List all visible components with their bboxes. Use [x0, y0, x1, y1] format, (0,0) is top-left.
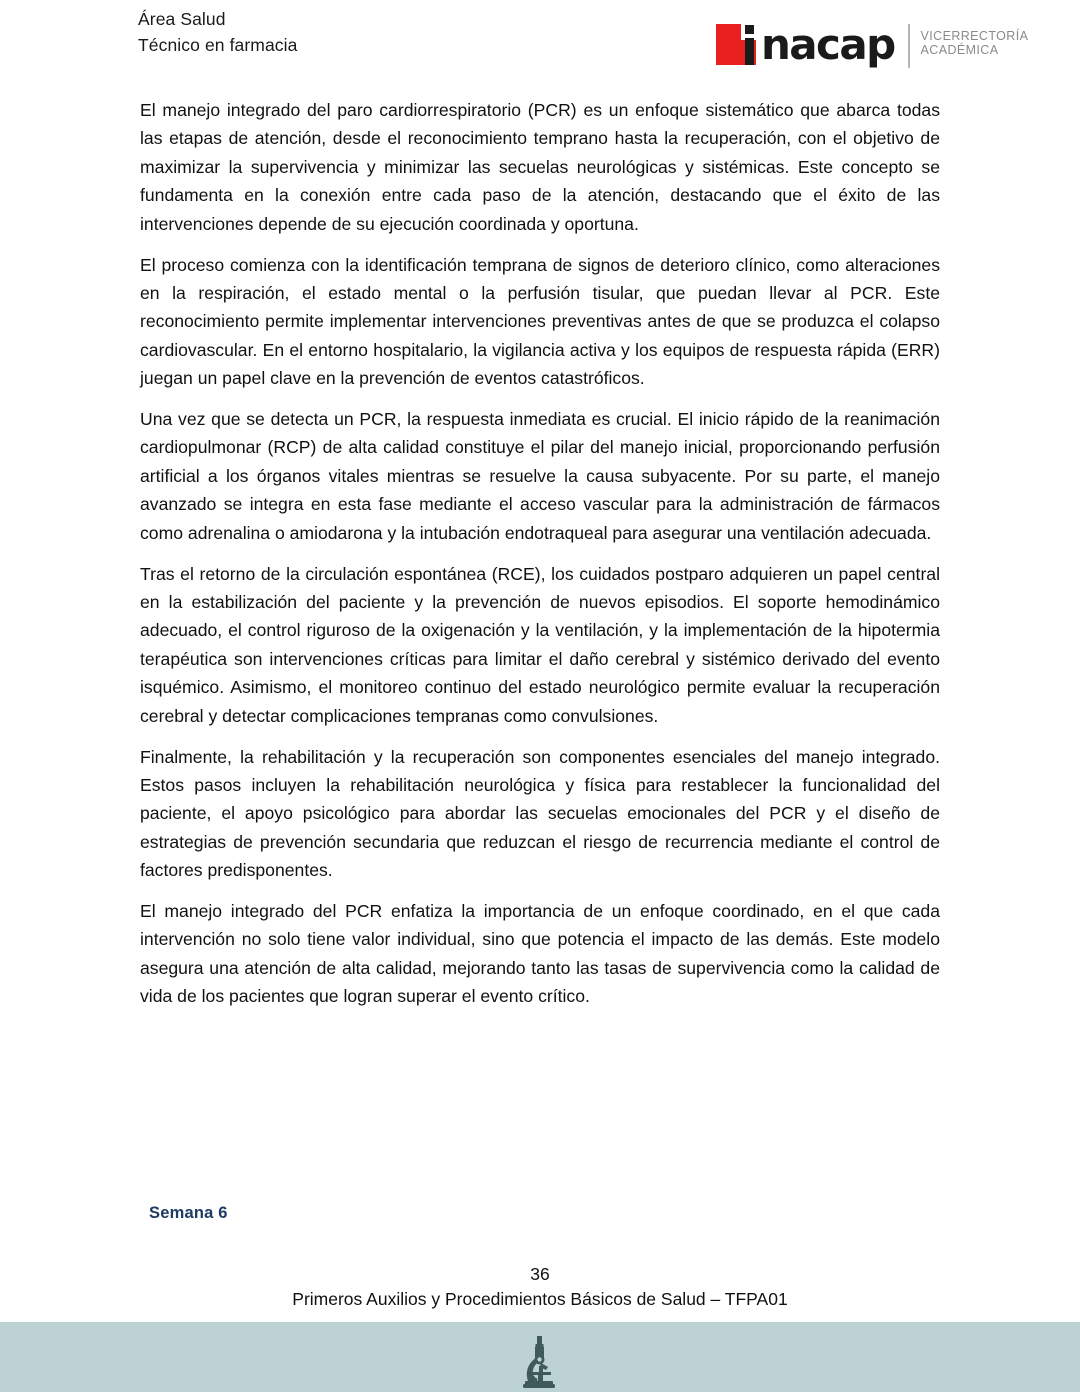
header-program-label: Técnico en farmacia — [138, 35, 298, 56]
logo-subtitle — [921, 29, 1029, 57]
logo-i-dot — [745, 25, 754, 34]
body-paragraph: Finalmente, la rehabilitación y la recuperación son componentes esenciales del manejo integrado. Estos pasos incluyen la rehabilitación neurológica y física para restablecer la funcionalidad del paciente, el apoyo psicológico para abordar las secuelas emocionales del PCR y el diseño de estrategias de prevención secundaria que reduzcan el riesgo de recurrencia mediante el control de factores predisponentes. — [140, 746, 940, 881]
header-area-label: Área Salud — [138, 9, 226, 29]
body-paragraph: El proceso comienza con la identificación temprana de signos de deterioro clínico, como alteraciones en la respiración, el estado mental o la perfusión tisular, que puedan llevar al PCR. Este reconocimiento permite implementar intervenciones preventivas antes de que se produzca el colapso cardiovascular. En el entorno hospitalario, la vigilancia activa y los equipos de respuesta rápida (ERR) juegan un papel clave en la prevención de eventos catastróficos. — [140, 254, 940, 389]
page-header — [0, 0, 1080, 86]
body-paragraph: Una vez que se detecta un PCR, la respuesta inmediata es crucial. El inicio rápido de la reanimación cardiopulmonar (RCP) de alta calidad constituye el pilar del manejo inicial, proporcionando perfusión artificial a los órganos vitales mientras se resuelve la causa subyacente. Por su parte, el manejo avanzado se integra en esta fase mediante el acceso vascular para la administración de fármacos como adrenalina o amiodarona y la intubación endotraqueal para asegurar una ventilación adecuada. — [140, 409, 940, 543]
week-label: Semana 6 — [149, 1204, 228, 1222]
logo-wordmark: nacap — [761, 20, 895, 69]
logo-subtitle-line1: VICERRECTORÍA — [920, 29, 1029, 43]
page-number: 36 — [530, 1264, 550, 1284]
document-body — [140, 96, 940, 1011]
logo-divider — [908, 24, 910, 68]
inacap-logo — [716, 22, 1028, 72]
microscope-icon — [511, 1334, 569, 1392]
page-footer — [0, 1262, 1080, 1312]
header-titles — [138, 6, 297, 59]
inacap-logo-mark-icon — [716, 22, 762, 68]
logo-subtitle-line2: ACADÉMICA — [920, 43, 999, 57]
logo-i-stem — [745, 38, 754, 65]
footer-document-title: Primeros Auxilios y Procedimientos Básicos de Salud – TFPA01 — [292, 1289, 788, 1309]
band-bottom-edge — [0, 1392, 1080, 1397]
body-paragraph: El manejo integrado del paro cardiorrespiratorio (PCR) es un enfoque sistemático que abarca todas las etapas de atención, desde el reconocimiento temprano hasta la recuperación, con el objetivo de maximizar la supervivencia y minimizar las secuelas neurológicas y sistémicas. Este concepto se fundamenta en la conexión entre cada paso de la atención, destacando que el éxito de las intervenciones depende de su ejecución coordinada y oportuna. — [140, 100, 940, 234]
body-paragraph: Tras el retorno de la circulación espontánea (RCE), los cuidados postparo adquieren un papel central en la estabilización del paciente y la prevención de nuevos episodios. El soporte hemodinámico adecuado, el control riguroso de la oxigenación y la ventilación, y la implementación de la hipotermia terapéutica son intervenciones críticas para limitar el daño cerebral y sistémico derivado del evento isquémico. Asimismo, el monitoreo continuo del estado neurológico permite evaluar la recuperación cerebral y detectar complicaciones tempranas como convulsiones. — [140, 563, 940, 726]
body-paragraph: El manejo integrado del PCR enfatiza la importancia de un enfoque coordinado, en el que cada intervención no solo tiene valor individual, sino que potencia el impacto de las demás. Este modelo asegura una atención de alta calidad, mejorando tanto las tasas de supervivencia como la calidad de vida de los pacientes que logran superar el evento crítico. — [140, 901, 940, 1007]
